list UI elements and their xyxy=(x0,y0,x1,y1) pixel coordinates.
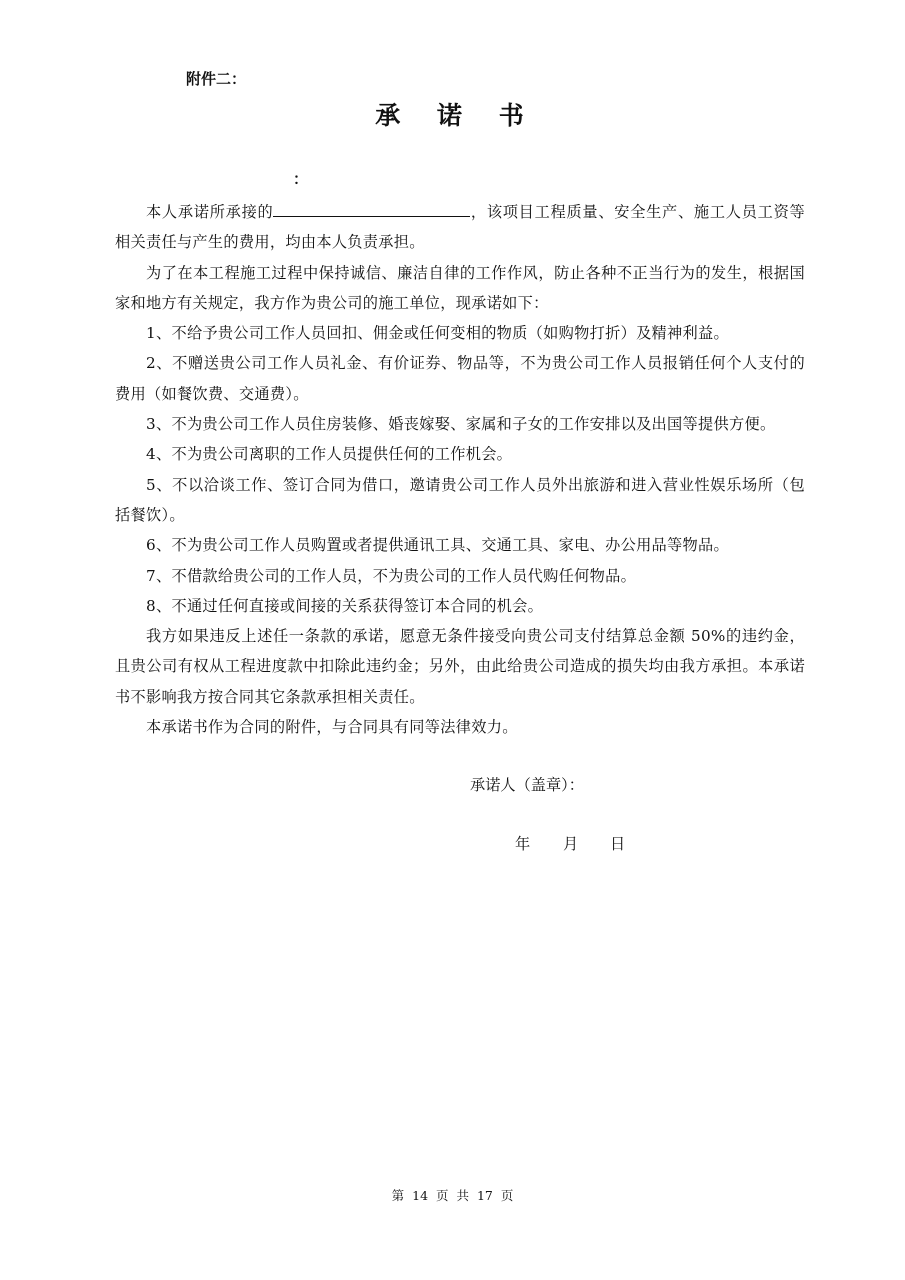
list-item: 1、不给予贵公司工作人员回扣、佣金或任何变相的物质（如购物打折）及精神利益。 xyxy=(146,324,729,343)
paragraph-penalty: 我方如果违反上述任一条款的承诺，愿意无条件接受向贵公司支付结算总金额 50%的违约金，且贵公司有权从工程进度款中扣除此违约金；另外，由此给贵公司造成的损失均由我方承担。本承诺书不影响我方按合同其它条款承担相关责任。 xyxy=(115,627,805,706)
project-name-blank xyxy=(273,202,470,217)
list-item: 7、不借款给贵公司的工作人员，不为贵公司的工作人员代购任何物品。 xyxy=(146,566,637,585)
signer-label: 承诺人（盖章）： xyxy=(470,776,584,794)
paragraph-undertaking xyxy=(115,197,805,258)
date-year-label: 年 xyxy=(515,835,531,853)
list-item: 2、不赠送贵公司工作人员礼金、有价证券、物品等，不为贵公司工作人员报销任何个人支付的费用（如餐饮费、交通费）。 xyxy=(115,354,805,403)
paragraph-undertaking-lead: 本人承诺所承接的 xyxy=(146,203,274,221)
signature-date xyxy=(515,833,625,854)
list-item: 6、不为贵公司工作人员购置或者提供通讯工具、交通工具、家电、办公用品等物品。 xyxy=(146,536,729,555)
list-item: 4、不为贵公司离职的工作人员提供任何的工作机会。 xyxy=(146,445,513,464)
attachment-label: 附件二： xyxy=(186,70,247,88)
list-item: 5、不以洽谈工作、签订合同为借口，邀请贵公司工作人员外出旅游和进入营业性娱乐场所（包括餐饮）。 xyxy=(115,475,805,524)
date-day-label: 日 xyxy=(610,835,626,853)
addressee-colon: ： xyxy=(293,170,309,188)
date-month-label: 月 xyxy=(563,835,579,853)
paragraph-intro: 为了在本工程施工过程中保持诚信、廉洁自律的工作作风，防止各种不正当行为的发生，根据国家和地方有关规定，我方作为贵公司的施工单位，现承诺如下： xyxy=(115,263,805,312)
page-number-footer: 第 14 页 共 17 页 xyxy=(391,1188,514,1203)
document-body xyxy=(115,197,805,742)
paragraph-validity: 本承诺书作为合同的附件，与合同具有同等法律效力。 xyxy=(146,718,518,737)
page-title: 承 诺 书 xyxy=(375,101,538,130)
list-item: 3、不为贵公司工作人员住房装修、婚丧嫁娶、家属和子女的工作安排以及出国等提供方便。 xyxy=(146,415,776,434)
list-item: 8、不通过任何直接或间接的关系获得签订本合同的机会。 xyxy=(146,596,544,615)
paragraph-undertaking-rest: ，该项目工程质量、安全生产、施工人员工资等相关责任与产生的费用，均由本人负责承担。 xyxy=(115,203,805,252)
